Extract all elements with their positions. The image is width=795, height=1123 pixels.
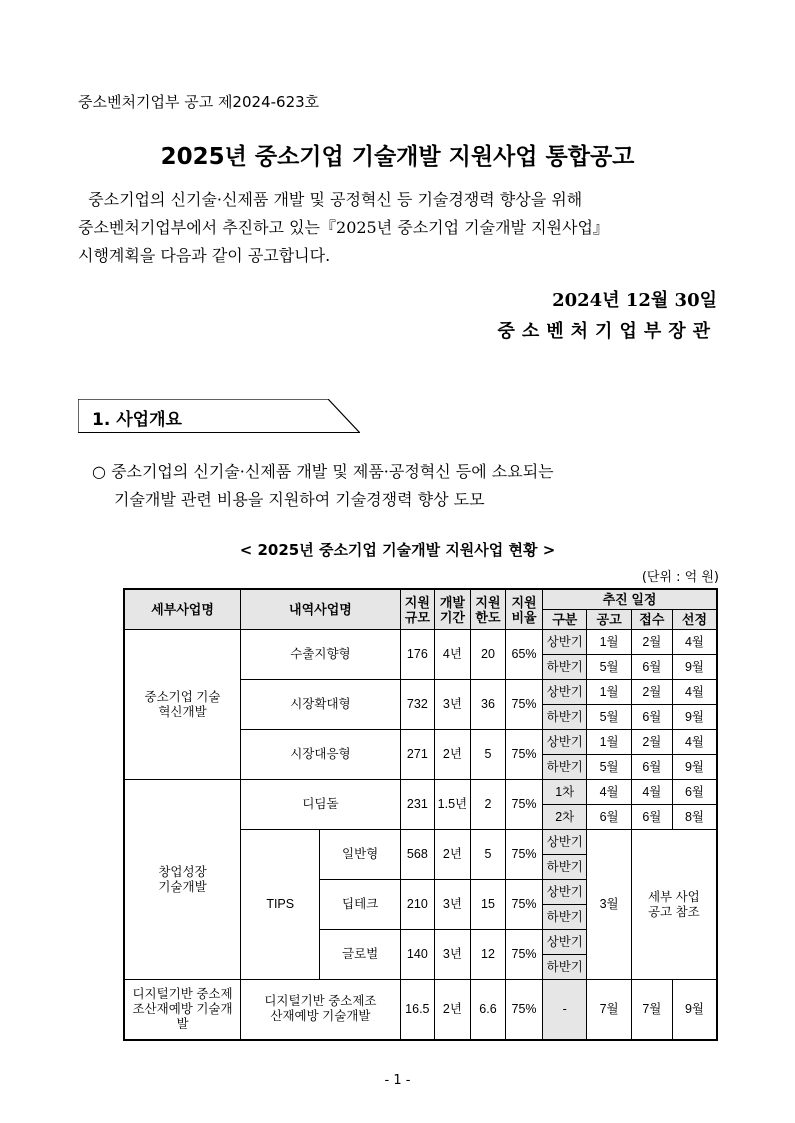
cell-receipt: 2월 xyxy=(631,630,672,655)
cell-period: 2년 xyxy=(434,730,470,780)
cell-ratio: 75% xyxy=(505,730,542,780)
row-name: 시장확대형 xyxy=(241,680,401,730)
cell-ratio: 75% xyxy=(505,980,542,1040)
cell-announce: 6월 xyxy=(587,805,631,830)
cell-division: - xyxy=(543,980,587,1040)
cell-selection: 4월 xyxy=(672,680,717,705)
cell-see-notice: 세부 사업공고 참조 xyxy=(631,830,717,980)
cell-receipt: 6월 xyxy=(631,705,672,730)
cell-receipt: 6월 xyxy=(631,755,672,780)
announcement-date: 2024년 12월 30일 xyxy=(552,290,717,311)
cell-scale: 140 xyxy=(400,930,434,980)
cell-period: 3년 xyxy=(434,880,470,930)
cell-ratio: 65% xyxy=(505,630,542,680)
cell-limit: 2 xyxy=(470,780,505,830)
overview-bullet xyxy=(92,458,554,514)
cell-selection: 4월 xyxy=(672,730,717,755)
row-name: 딥테크 xyxy=(320,880,400,930)
cell-announce: 5월 xyxy=(587,755,631,780)
table-row xyxy=(124,980,717,1040)
header-ratio: 지원 비율 xyxy=(505,589,542,630)
cell-announce: 7월 xyxy=(587,980,631,1040)
cell-division: 상반기 xyxy=(543,830,587,855)
cell-division: 하반기 xyxy=(543,655,587,680)
cell-scale: 176 xyxy=(400,630,434,680)
cell-selection: 9월 xyxy=(672,980,717,1040)
intro-line-1: 중소기업의 신기술·신제품 개발 및 공정혁신 등 기술경쟁력 향상을 위해 xyxy=(78,190,583,209)
cell-announce: 5월 xyxy=(587,655,631,680)
row-name: 글로벌 xyxy=(320,930,400,980)
cell-limit: 12 xyxy=(470,930,505,980)
cell-period: 3년 xyxy=(434,680,470,730)
cell-period: 2년 xyxy=(434,830,470,880)
cell-limit: 5 xyxy=(470,830,505,880)
table-caption: < 2025년 중소기업 기술개발 지원사업 현황 > xyxy=(239,541,556,559)
cell-limit: 5 xyxy=(470,730,505,780)
cell-limit: 20 xyxy=(470,630,505,680)
cell-division: 상반기 xyxy=(543,630,587,655)
cell-division: 상반기 xyxy=(543,680,587,705)
cell-division: 상반기 xyxy=(543,880,587,905)
cell-selection: 6월 xyxy=(672,780,717,805)
header-division: 구분 xyxy=(543,610,587,630)
table-row xyxy=(124,630,717,655)
cell-period: 1.5년 xyxy=(434,780,470,830)
header-announce: 공고 xyxy=(587,610,631,630)
signer-title: 중소벤처기업부장관 xyxy=(497,321,717,342)
section-heading xyxy=(92,405,182,430)
row-name: 디지털기반 중소제조산재예방 기술개발 xyxy=(241,980,401,1040)
cell-ratio: 75% xyxy=(505,680,542,730)
bullet-marker: ○ xyxy=(92,462,106,481)
unit-label: (단위 : 억 원) xyxy=(641,570,719,585)
cell-division: 하반기 xyxy=(543,955,587,980)
cell-ratio: 75% xyxy=(505,880,542,930)
cell-announce: 5월 xyxy=(587,705,631,730)
intro-paragraph xyxy=(78,186,718,270)
header-detail-program: 내역사업명 xyxy=(241,589,401,630)
cell-division: 상반기 xyxy=(543,730,587,755)
cell-selection: 9월 xyxy=(672,705,717,730)
cell-scale: 16.5 xyxy=(400,980,434,1040)
cell-scale: 231 xyxy=(400,780,434,830)
cell-tips-announce: 3월 xyxy=(587,830,631,980)
intro-line-2: 중소벤처기업부에서 추진하고 있는『2025년 중소기업 기술개발 지원사업』 xyxy=(78,218,609,237)
cell-division: 하반기 xyxy=(543,855,587,880)
cell-scale: 732 xyxy=(400,680,434,730)
row-name: 수출지향형 xyxy=(241,630,401,680)
cell-division: 하반기 xyxy=(543,705,587,730)
group-startup: 창업성장 기술개발 xyxy=(124,780,241,980)
section-number: 1. xyxy=(92,410,111,430)
bullet-line-1: 중소기업의 신기술·신제품 개발 및 제품·공정혁신 등에 소요되는 xyxy=(111,462,554,481)
cell-division: 하반기 xyxy=(543,755,587,780)
cell-limit: 36 xyxy=(470,680,505,730)
notice-number: 중소벤처기업부 공고 제2024-623호 xyxy=(78,93,320,111)
cell-receipt: 4월 xyxy=(631,780,672,805)
cell-period: 4년 xyxy=(434,630,470,680)
cell-ratio: 75% xyxy=(505,930,542,980)
cell-selection: 8월 xyxy=(672,805,717,830)
cell-receipt: 2월 xyxy=(631,680,672,705)
program-status-table xyxy=(123,588,718,1041)
cell-receipt: 6월 xyxy=(631,655,672,680)
cell-receipt: 6월 xyxy=(631,805,672,830)
header-period: 개발 기간 xyxy=(434,589,470,630)
cell-division: 상반기 xyxy=(543,930,587,955)
cell-announce: 1월 xyxy=(587,730,631,755)
cell-selection: 9월 xyxy=(672,655,717,680)
row-name: 디딤돌 xyxy=(241,780,401,830)
cell-division: 1차 xyxy=(543,780,587,805)
header-receipt: 접수 xyxy=(631,610,672,630)
section-title: 사업개요 xyxy=(116,410,182,430)
cell-selection: 9월 xyxy=(672,755,717,780)
header-selection: 선정 xyxy=(672,610,717,630)
row-name: 시장대응형 xyxy=(241,730,401,780)
cell-receipt: 7월 xyxy=(631,980,672,1040)
header-limit: 지원 한도 xyxy=(470,589,505,630)
group-tips: TIPS xyxy=(241,830,320,980)
cell-limit: 15 xyxy=(470,880,505,930)
bullet-line-2: 기술개발 관련 비용을 지원하여 기술경쟁력 향상 도모 xyxy=(114,490,485,509)
intro-line-3: 시행계획을 다음과 같이 공고합니다. xyxy=(78,246,331,265)
cell-division: 하반기 xyxy=(543,905,587,930)
cell-scale: 568 xyxy=(400,830,434,880)
cell-period: 3년 xyxy=(434,930,470,980)
header-sub-program: 세부사업명 xyxy=(124,589,241,630)
cell-announce: 1월 xyxy=(587,680,631,705)
cell-ratio: 75% xyxy=(505,830,542,880)
cell-limit: 6.6 xyxy=(470,980,505,1040)
header-scale: 지원 규모 xyxy=(400,589,434,630)
cell-receipt: 2월 xyxy=(631,730,672,755)
document-title: 2025년 중소기업 기술개발 지원사업 통합공고 xyxy=(160,144,635,170)
cell-ratio: 75% xyxy=(505,780,542,830)
cell-period: 2년 xyxy=(434,980,470,1040)
cell-announce: 1월 xyxy=(587,630,631,655)
page-number: - 1 - xyxy=(384,1073,411,1088)
header-schedule: 추진 일정 xyxy=(543,589,717,610)
row-name: 일반형 xyxy=(320,830,400,880)
group-digital: 디지털기반 중소제조산재예방 기술개발 xyxy=(124,980,241,1040)
table-row xyxy=(124,780,717,805)
cell-scale: 271 xyxy=(400,730,434,780)
group-innovation: 중소기업 기술혁신개발 xyxy=(124,630,241,780)
cell-division: 2차 xyxy=(543,805,587,830)
cell-scale: 210 xyxy=(400,880,434,930)
cell-announce: 4월 xyxy=(587,780,631,805)
cell-selection: 4월 xyxy=(672,630,717,655)
